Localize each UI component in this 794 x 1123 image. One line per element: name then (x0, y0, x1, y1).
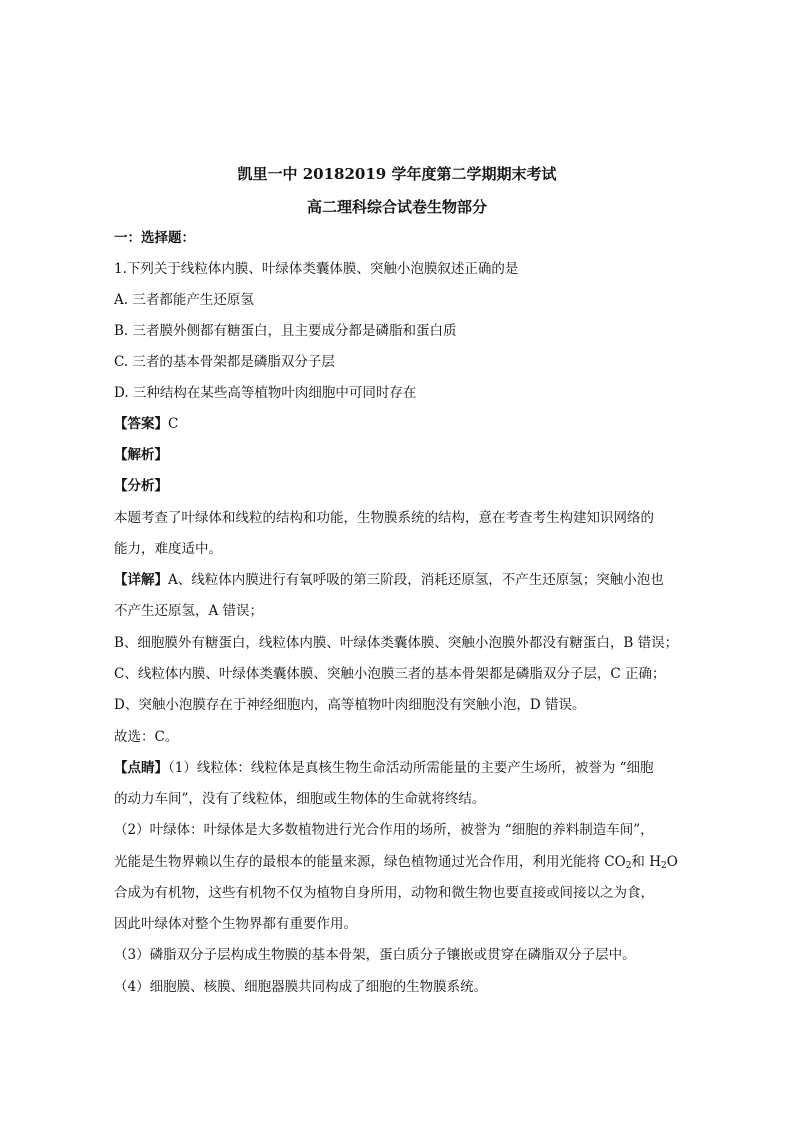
xiangjie-text-1: A、线粒体内膜进行有氧呼吸的第三阶段，消耗还原氢，不产生还原氢；突触小泡也 (168, 572, 664, 588)
jiexi-label: 【解析】 (114, 447, 168, 463)
dianjing-p2-line-2-text-c: O (666, 854, 678, 870)
exam-subtitle: 高二理科综合试卷生物部分 (306, 198, 487, 216)
option-d: D. 三种结构在某些高等植物叶肉细胞中可同时存在 (114, 385, 417, 401)
xiangjie-line-2: 不产生还原氢，A 错误； (114, 603, 264, 619)
dianjing-label: 【点睛】 (114, 760, 168, 776)
dianjing-p4: （4）细胞膜、核膜、细胞器膜共同构成了细胞的生物膜系统。 (114, 979, 488, 995)
fenxi-label: 【分析】 (114, 478, 168, 494)
option-c: C. 三者的基本骨架都是磷脂双分子层 (114, 354, 335, 370)
xiangjie-line-5: D、突触小泡膜存在于神经细胞内，高等植物叶肉细胞没有突触小泡，D 错误。 (114, 697, 586, 713)
option-b: B. 三者膜外侧都有糖蛋白，且主要成分都是磷脂和蛋白质 (114, 323, 457, 339)
dianjing-p2-line-2-text-b: 和 H (631, 854, 661, 870)
exam-title: 凯里一中 20182019 学年度第二学期期末考试 (237, 165, 557, 183)
dianjing-p3: （3）磷脂双分子层构成生物膜的基本骨架，蛋白质分子镶嵌或贯穿在磷脂双分子层中。 (114, 947, 636, 963)
co2-subscript: 2 (625, 861, 632, 871)
dianjing-p1-line-2: 的动力车间”，没有了线粒体，细胞或生物体的生命就将终结。 (114, 791, 486, 807)
dianjing-line-1 (114, 758, 684, 778)
dianjing-p2-line-2 (114, 852, 684, 872)
dianjing-p2-line-3: 合成为有机物，这些有机物不仅为植物自身所用，动物和微生物也要直接或间接以之为食， (114, 885, 654, 901)
section-heading: 一：选择题： (114, 230, 195, 246)
option-a: A. 三者都能产生还原氢 (114, 292, 254, 308)
question-stem: 1.下列关于线粒体内膜、叶绿体类囊体膜、突触小泡膜叙述正确的是 (114, 261, 519, 277)
dianjing-p1-text-1: （1）线粒体：线粒体是真核生物生命活动所需能量的主要产生场所，被誉为 “细胞 (168, 760, 654, 776)
answer-value: C (168, 416, 179, 432)
answer-line (114, 414, 684, 434)
fenxi-text-line-2: 能力，难度适中。 (114, 541, 222, 557)
dianjing-p2-line-4: 因此叶绿体对整个生物界都有重要作用。 (114, 916, 357, 932)
answer-label: 【答案】 (114, 416, 168, 432)
xiangjie-label: 【详解】 (114, 572, 168, 588)
dianjing-p2-line-1: （2）叶绿体：叶绿体是大多数植物进行光合作用的场所，被誉为 “细胞的养料制造车间”， (114, 822, 654, 838)
h2o-subscript: 2 (661, 861, 667, 871)
xiangjie-line-3: B、细胞膜外有糖蛋白，线粒体内膜、叶绿体类囊体膜、突触小泡膜外都没有糖蛋白，B 错误； (114, 635, 679, 651)
xiangjie-line-4: C、线粒体内膜、叶绿体类囊体膜、突触小泡膜三者的基本骨架都是磷脂双分子层，C 正确； (114, 666, 666, 682)
xiangjie-line-1 (114, 570, 684, 590)
fenxi-text-line-1: 本题考查了叶绿体和线粒的结构和功能，生物膜系统的结构，意在考查考生构建知识网络的 (114, 510, 654, 526)
conclusion-line: 故选：C。 (114, 729, 179, 745)
dianjing-p2-line-2-text-a: 光能是生物界赖以生存的最根本的能量来源，绿色植物通过光合作用，利用光能将 CO (114, 854, 626, 870)
